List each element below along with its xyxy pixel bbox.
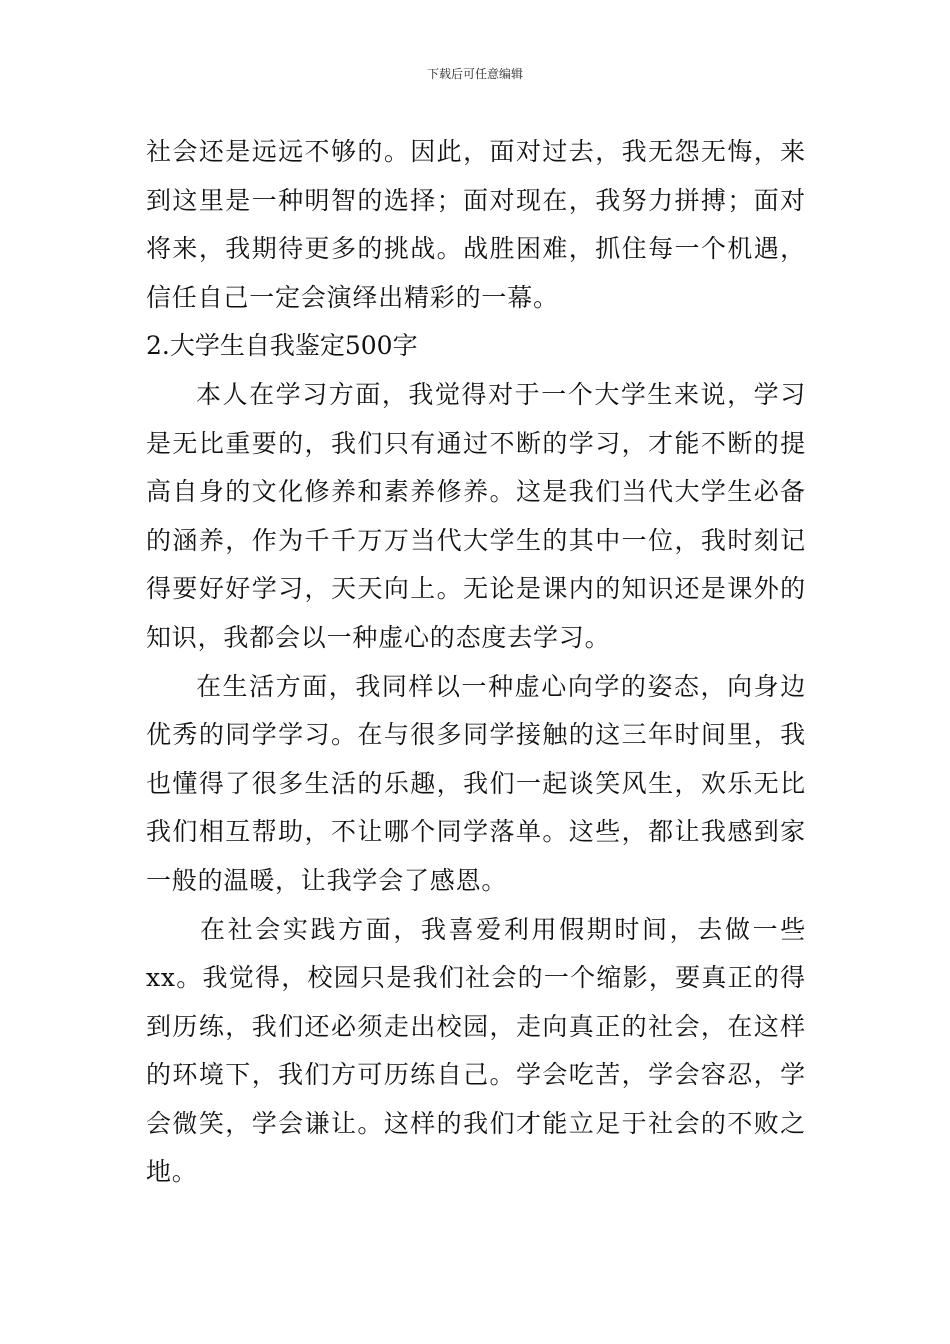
document-body bbox=[146, 128, 806, 1197]
text-line: 的涵养，作为千千万万当代大学生的其中一位，我时刻记 bbox=[146, 525, 806, 555]
text-line: 一般的温暖，让我学会了感恩。 bbox=[146, 865, 508, 895]
text-line: 会微笑，学会谦让。这样的我们才能立足于社会的不败之 bbox=[146, 1108, 806, 1138]
text-line: 优秀的同学学习。在与很多同学接触的这三年时间里，我 bbox=[146, 720, 806, 750]
text-line: 得要好好学习，天天向上。无论是课内的知识还是课外的 bbox=[146, 574, 806, 604]
text-line: 信任自己一定会演绎出精彩的一幕。 bbox=[146, 282, 559, 312]
paragraph-life bbox=[146, 663, 806, 906]
text-line: 在社会实践方面，我喜爱利用假期时间，去做一些 bbox=[200, 914, 806, 944]
page-header-note: 下载后可任意编辑 bbox=[426, 67, 523, 81]
text-line: 社会还是远远不够的。因此，面对过去，我无怨无悔，来 bbox=[146, 137, 806, 166]
text-line: 在生活方面，我同样以一种虚心向学的姿态，向身边 bbox=[196, 671, 806, 701]
text-line: 高自身的文化修养和素养修养。这是我们当代大学生必备 bbox=[146, 477, 806, 507]
text-line: 是无比重要的，我们只有通过不断的学习，才能不断的提 bbox=[146, 428, 806, 458]
paragraph-section1-tail bbox=[146, 128, 806, 322]
text-line: 我们相互帮助，不让哪个同学落单。这些，都让我感到家 bbox=[146, 817, 806, 847]
text-line: 到历练，我们还必须走出校园，走向真正的社会，在这样 bbox=[146, 1011, 806, 1041]
text-line: 本人在学习方面，我觉得对于一个大学生来说，学习 bbox=[196, 379, 806, 409]
text-line: 知识，我都会以一种虚心的态度去学习。 bbox=[146, 622, 611, 652]
text-line: 也懂得了很多生活的乐趣，我们一起谈笑风生，欢乐无比 bbox=[146, 768, 806, 798]
text-line: 地。 bbox=[146, 1157, 198, 1187]
text-line: 到这里是一种明智的选择；面对现在，我努力拼搏；面对 bbox=[146, 185, 806, 215]
paragraph-practice bbox=[146, 906, 806, 1198]
text-line: 的环境下，我们方可历练自己。学会吃苦，学会容忍，学 bbox=[146, 1060, 806, 1090]
text-line: 将来，我期待更多的挑战。战胜困难，抓住每一个机遇， bbox=[146, 234, 806, 264]
section-heading: 2.大学生自我鉴定500字 bbox=[146, 331, 418, 361]
paragraph-study bbox=[146, 371, 806, 663]
text-line: xx。我觉得，校园只是我们社会的一个缩影，要真正的得 bbox=[146, 963, 806, 993]
